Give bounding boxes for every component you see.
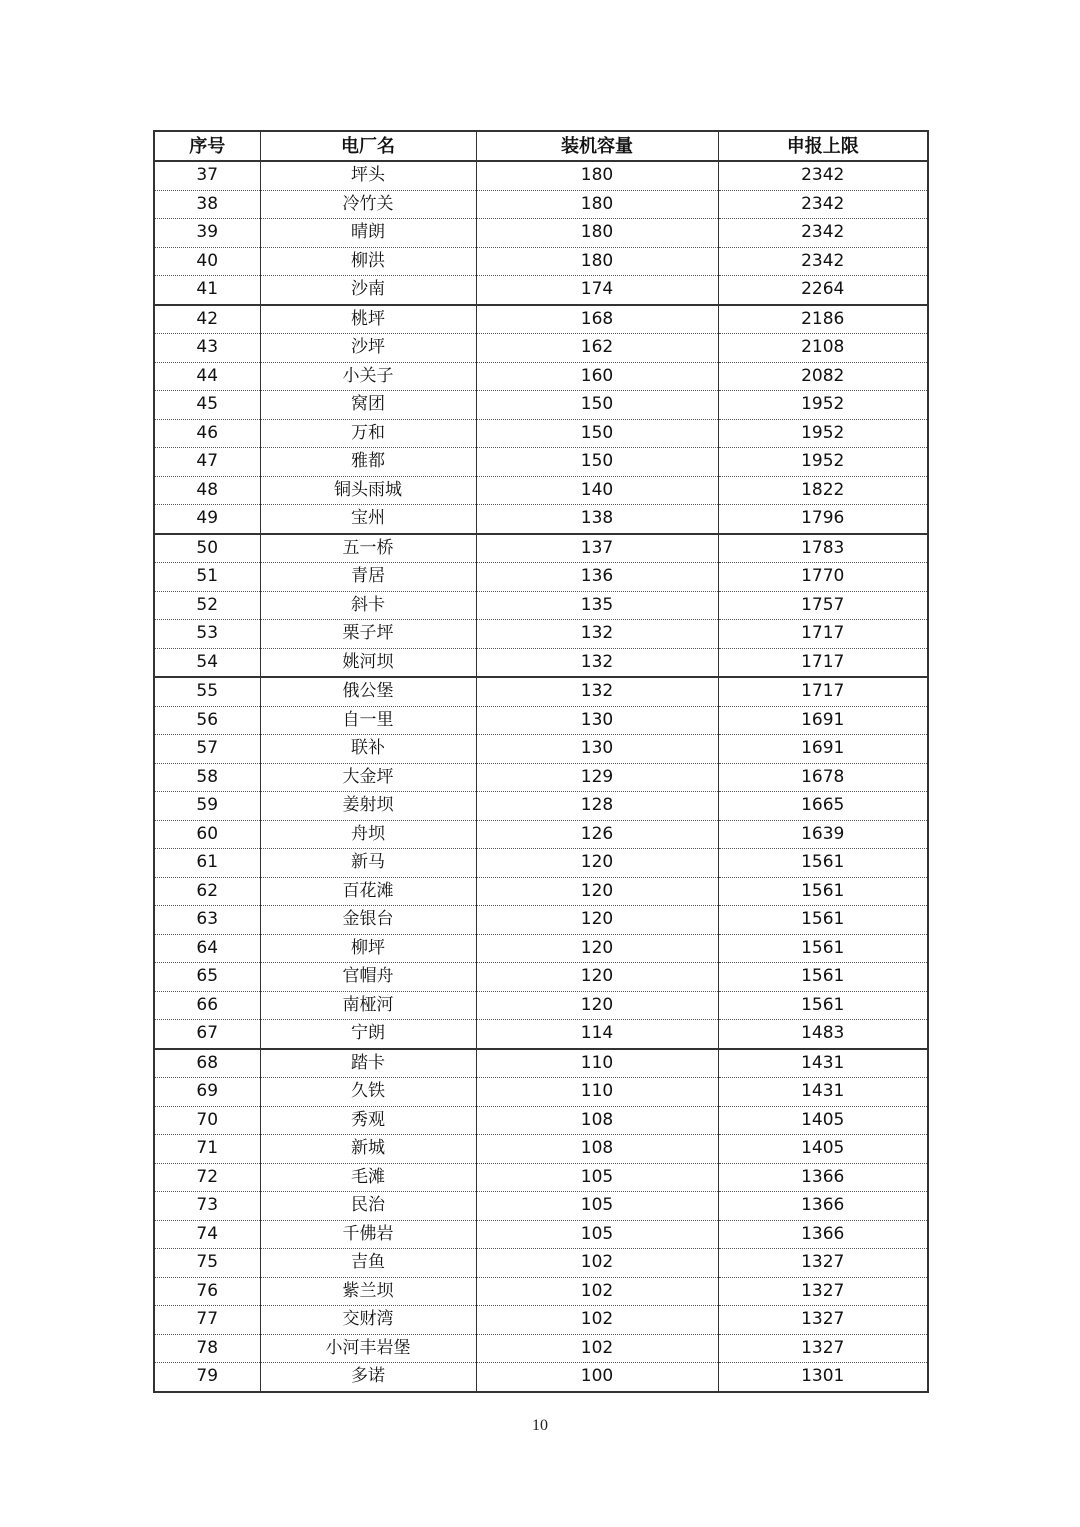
cell-plant-name: 千佛岩 [260,1220,476,1249]
cell-declared-limit: 1639 [718,820,928,849]
cell-installed-capacity: 174 [476,276,718,305]
table-row [154,161,928,190]
table-row [154,1192,928,1221]
cell-installed-capacity: 168 [476,305,718,334]
table-row [154,1106,928,1135]
table-body [154,161,928,1392]
cell-plant-name: 多诺 [260,1363,476,1392]
cell-plant-name: 沙坪 [260,334,476,363]
cell-index: 59 [154,792,260,821]
cell-plant-name: 紫兰坝 [260,1277,476,1306]
cell-declared-limit: 1366 [718,1220,928,1249]
cell-installed-capacity: 136 [476,563,718,592]
power-plant-table [153,130,929,1393]
cell-installed-capacity: 130 [476,706,718,735]
table-row [154,391,928,420]
cell-index: 44 [154,362,260,391]
cell-plant-name: 窝团 [260,391,476,420]
header-declared-limit: 申报上限 [718,131,928,161]
cell-plant-name: 舟坝 [260,820,476,849]
table-row [154,563,928,592]
cell-installed-capacity: 180 [476,247,718,276]
cell-plant-name: 沙南 [260,276,476,305]
table-row [154,1249,928,1278]
cell-installed-capacity: 150 [476,391,718,420]
cell-plant-name: 踏卡 [260,1049,476,1078]
cell-index: 49 [154,505,260,534]
cell-plant-name: 南桠河 [260,991,476,1020]
cell-declared-limit: 2342 [718,219,928,248]
cell-plant-name: 冷竹关 [260,190,476,219]
cell-declared-limit: 1678 [718,763,928,792]
cell-index: 78 [154,1334,260,1363]
cell-index: 38 [154,190,260,219]
header-installed-capacity: 装机容量 [476,131,718,161]
cell-index: 76 [154,1277,260,1306]
cell-declared-limit: 1561 [718,991,928,1020]
table-row [154,334,928,363]
table-row [154,190,928,219]
table-row [154,1277,928,1306]
cell-declared-limit: 1327 [718,1249,928,1278]
cell-index: 70 [154,1106,260,1135]
cell-index: 55 [154,677,260,706]
cell-installed-capacity: 180 [476,190,718,219]
cell-installed-capacity: 108 [476,1135,718,1164]
cell-declared-limit: 1796 [718,505,928,534]
cell-plant-name: 姜射坝 [260,792,476,821]
table-row [154,991,928,1020]
table-row [154,1163,928,1192]
cell-declared-limit: 1952 [718,391,928,420]
cell-installed-capacity: 162 [476,334,718,363]
table-row [154,706,928,735]
cell-plant-name: 宝州 [260,505,476,534]
cell-index: 54 [154,648,260,677]
cell-index: 58 [154,763,260,792]
cell-installed-capacity: 110 [476,1078,718,1107]
cell-plant-name: 自一里 [260,706,476,735]
cell-installed-capacity: 114 [476,1020,718,1049]
cell-installed-capacity: 137 [476,534,718,563]
cell-installed-capacity: 105 [476,1163,718,1192]
cell-index: 47 [154,448,260,477]
table-row [154,849,928,878]
cell-declared-limit: 1952 [718,448,928,477]
cell-plant-name: 晴朗 [260,219,476,248]
cell-plant-name: 宁朗 [260,1020,476,1049]
cell-installed-capacity: 160 [476,362,718,391]
cell-installed-capacity: 140 [476,476,718,505]
cell-declared-limit: 2264 [718,276,928,305]
cell-installed-capacity: 100 [476,1363,718,1392]
cell-index: 50 [154,534,260,563]
cell-plant-name: 久铁 [260,1078,476,1107]
table-row [154,362,928,391]
table-row [154,648,928,677]
cell-plant-name: 交财湾 [260,1306,476,1335]
cell-declared-limit: 2342 [718,190,928,219]
cell-installed-capacity: 102 [476,1306,718,1335]
cell-index: 37 [154,161,260,190]
cell-index: 74 [154,1220,260,1249]
table-row [154,476,928,505]
cell-plant-name: 俄公堡 [260,677,476,706]
cell-index: 61 [154,849,260,878]
cell-installed-capacity: 132 [476,620,718,649]
cell-installed-capacity: 120 [476,963,718,992]
table-row [154,1078,928,1107]
cell-index: 71 [154,1135,260,1164]
cell-declared-limit: 1431 [718,1049,928,1078]
table-row [154,1363,928,1392]
cell-plant-name: 坪头 [260,161,476,190]
cell-declared-limit: 1822 [718,476,928,505]
cell-index: 52 [154,591,260,620]
cell-declared-limit: 1561 [718,963,928,992]
table-row [154,820,928,849]
cell-plant-name: 民治 [260,1192,476,1221]
cell-installed-capacity: 120 [476,849,718,878]
table-row [154,677,928,706]
cell-plant-name: 雅都 [260,448,476,477]
table-row [154,1049,928,1078]
cell-installed-capacity: 108 [476,1106,718,1135]
table-row [154,1334,928,1363]
cell-installed-capacity: 129 [476,763,718,792]
cell-installed-capacity: 105 [476,1192,718,1221]
cell-declared-limit: 1691 [718,735,928,764]
cell-plant-name: 柳坪 [260,934,476,963]
header-index: 序号 [154,131,260,161]
cell-declared-limit: 1327 [718,1306,928,1335]
cell-installed-capacity: 135 [476,591,718,620]
cell-declared-limit: 1327 [718,1334,928,1363]
cell-index: 60 [154,820,260,849]
cell-installed-capacity: 102 [476,1249,718,1278]
table-row [154,906,928,935]
cell-declared-limit: 1691 [718,706,928,735]
table-row [154,620,928,649]
cell-declared-limit: 1717 [718,677,928,706]
cell-index: 72 [154,1163,260,1192]
table-row [154,247,928,276]
table-row [154,1020,928,1049]
table-row [154,305,928,334]
cell-installed-capacity: 102 [476,1277,718,1306]
table-row [154,1220,928,1249]
cell-declared-limit: 1561 [718,934,928,963]
cell-plant-name: 万和 [260,419,476,448]
cell-index: 79 [154,1363,260,1392]
cell-index: 62 [154,877,260,906]
cell-plant-name: 五一桥 [260,534,476,563]
cell-index: 41 [154,276,260,305]
cell-declared-limit: 1405 [718,1106,928,1135]
table-row [154,1306,928,1335]
cell-index: 51 [154,563,260,592]
cell-installed-capacity: 130 [476,735,718,764]
header-row [154,131,928,161]
page-number: 10 [532,1417,548,1434]
cell-declared-limit: 1665 [718,792,928,821]
cell-declared-limit: 1717 [718,620,928,649]
cell-plant-name: 联补 [260,735,476,764]
table-row [154,1135,928,1164]
table-header [154,131,928,161]
cell-installed-capacity: 126 [476,820,718,849]
cell-installed-capacity: 102 [476,1334,718,1363]
cell-installed-capacity: 120 [476,934,718,963]
cell-index: 42 [154,305,260,334]
cell-index: 67 [154,1020,260,1049]
table-row [154,505,928,534]
table-row [154,534,928,563]
cell-declared-limit: 1717 [718,648,928,677]
header-plant-name: 电厂名 [260,131,476,161]
table-row [154,763,928,792]
cell-declared-limit: 1366 [718,1163,928,1192]
cell-plant-name: 青居 [260,563,476,592]
cell-index: 45 [154,391,260,420]
cell-index: 68 [154,1049,260,1078]
cell-plant-name: 大金坪 [260,763,476,792]
cell-index: 75 [154,1249,260,1278]
cell-index: 69 [154,1078,260,1107]
table-row [154,276,928,305]
cell-installed-capacity: 180 [476,161,718,190]
cell-plant-name: 金银台 [260,906,476,935]
cell-declared-limit: 2342 [718,247,928,276]
cell-installed-capacity: 138 [476,505,718,534]
cell-installed-capacity: 132 [476,648,718,677]
cell-index: 77 [154,1306,260,1335]
table-row [154,419,928,448]
cell-installed-capacity: 120 [476,877,718,906]
cell-installed-capacity: 180 [476,219,718,248]
cell-plant-name: 毛滩 [260,1163,476,1192]
cell-plant-name: 姚河坝 [260,648,476,677]
cell-index: 43 [154,334,260,363]
plant-table-container [153,130,927,1393]
cell-installed-capacity: 110 [476,1049,718,1078]
table-row [154,448,928,477]
cell-declared-limit: 1366 [718,1192,928,1221]
cell-installed-capacity: 120 [476,906,718,935]
cell-plant-name: 小关子 [260,362,476,391]
cell-declared-limit: 1327 [718,1277,928,1306]
cell-installed-capacity: 150 [476,448,718,477]
cell-index: 56 [154,706,260,735]
cell-index: 73 [154,1192,260,1221]
cell-declared-limit: 1952 [718,419,928,448]
cell-index: 48 [154,476,260,505]
cell-plant-name: 百花滩 [260,877,476,906]
cell-index: 65 [154,963,260,992]
cell-plant-name: 官帽舟 [260,963,476,992]
table-row [154,735,928,764]
table-row [154,792,928,821]
cell-plant-name: 铜头雨城 [260,476,476,505]
cell-declared-limit: 1757 [718,591,928,620]
table-row [154,591,928,620]
cell-declared-limit: 1301 [718,1363,928,1392]
cell-plant-name: 柳洪 [260,247,476,276]
cell-installed-capacity: 150 [476,419,718,448]
cell-index: 64 [154,934,260,963]
cell-installed-capacity: 132 [476,677,718,706]
cell-plant-name: 斜卡 [260,591,476,620]
cell-index: 66 [154,991,260,1020]
cell-plant-name: 桃坪 [260,305,476,334]
cell-plant-name: 新马 [260,849,476,878]
cell-declared-limit: 1431 [718,1078,928,1107]
cell-plant-name: 栗子坪 [260,620,476,649]
cell-installed-capacity: 128 [476,792,718,821]
cell-plant-name: 秀观 [260,1106,476,1135]
cell-declared-limit: 1561 [718,877,928,906]
table-row [154,219,928,248]
cell-index: 57 [154,735,260,764]
cell-plant-name: 新城 [260,1135,476,1164]
cell-plant-name: 小河丰岩堡 [260,1334,476,1363]
cell-installed-capacity: 105 [476,1220,718,1249]
cell-declared-limit: 1783 [718,534,928,563]
cell-installed-capacity: 120 [476,991,718,1020]
cell-index: 63 [154,906,260,935]
cell-declared-limit: 2108 [718,334,928,363]
cell-index: 39 [154,219,260,248]
cell-index: 40 [154,247,260,276]
table-row [154,934,928,963]
table-row [154,877,928,906]
cell-declared-limit: 2186 [718,305,928,334]
cell-index: 46 [154,419,260,448]
cell-declared-limit: 1405 [718,1135,928,1164]
cell-declared-limit: 2082 [718,362,928,391]
cell-index: 53 [154,620,260,649]
cell-declared-limit: 2342 [718,161,928,190]
cell-declared-limit: 1561 [718,849,928,878]
cell-declared-limit: 1483 [718,1020,928,1049]
cell-declared-limit: 1561 [718,906,928,935]
cell-plant-name: 吉鱼 [260,1249,476,1278]
table-row [154,963,928,992]
cell-declared-limit: 1770 [718,563,928,592]
